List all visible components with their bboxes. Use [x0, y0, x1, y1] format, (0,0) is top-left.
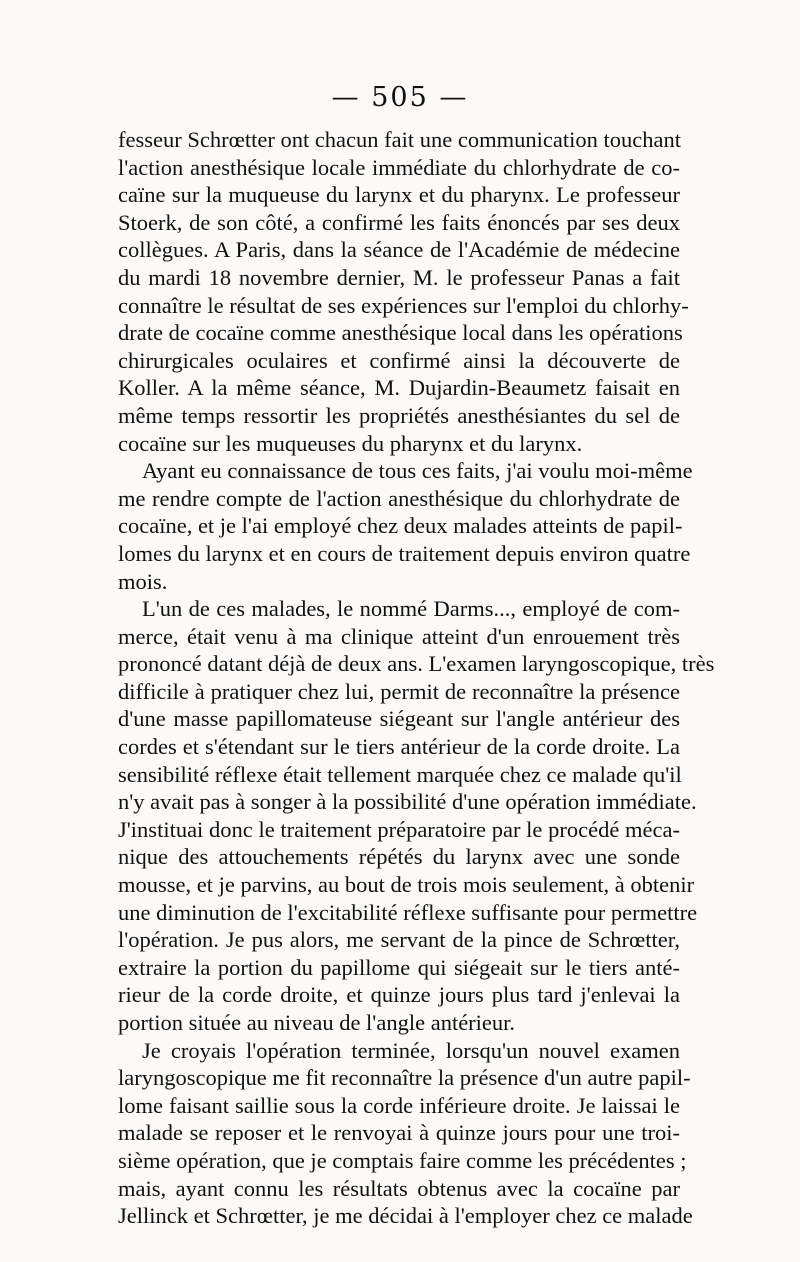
text-line: fesseur Schrœtter ont chacun fait une communication touchant [118, 127, 681, 152]
text-line: chirurgicales oculaires et confirmé ainsi la découverte de [118, 347, 680, 373]
text-line: Koller. A la même séance, M. Dujardin-Beaumetz faisait en [118, 375, 680, 401]
text-line: laryngoscopique me fit reconnaître la présence d'un autre papil- [118, 1065, 691, 1091]
text-line: même temps ressortir les propriétés anesthésiantes du sel de [118, 402, 680, 428]
text-line: lome faisant saillie sous la corde inférieure droite. Je laissai le [118, 1092, 680, 1118]
text-line: L'un de ces malades, le nommé Darms..., employé de com- [142, 596, 680, 622]
text-line: mois. [118, 568, 168, 594]
text-line: cocaïne sur les muqueuses du pharynx et du larynx. [118, 430, 583, 456]
text-line: nique des attouchements répétés du larynx avec une sonde [118, 844, 680, 870]
text-line: connaître le résultat de ses expériences sur l'emploi du chlorhy- [118, 292, 689, 318]
text-line: caïne sur la muqueuse du larynx et du pharynx. Le professeur [118, 182, 680, 208]
text-line: J'instituai donc le traitement préparatoire par le procédé méca- [118, 816, 680, 842]
text-line: d'une masse papillomateuse siégeant sur l'angle antérieur des [118, 706, 680, 732]
text-line: cocaïne, et je l'ai employé chez deux malades atteints de papil- [118, 513, 683, 539]
text-line: extraire la portion du papillome qui siégeait sur le tiers anté- [118, 954, 680, 980]
text-line: Ayant eu connaissance de tous ces faits, j'ai voulu moi-même [142, 458, 693, 484]
text-line: prononcé datant déjà de deux ans. L'examen laryngoscopique, très [118, 651, 715, 677]
text-line: l'opération. Je pus alors, me servant de la pince de Schrœtter, [118, 927, 680, 953]
text-line: cordes et s'étendant sur le tiers antérieur de la corde droite. La [118, 734, 680, 760]
text-line: Je croyais l'opération terminée, lorsqu'un nouvel examen [142, 1037, 680, 1063]
text-line: sième opération, que je comptais faire comme les précédentes ; [118, 1147, 687, 1173]
text-line: collègues. A Paris, dans la séance de l'Académie de médecine [118, 237, 680, 263]
text-line: malade se reposer et le renvoyai à quinze jours pour une troi- [118, 1120, 680, 1146]
page-number: — 505 — [331, 82, 469, 113]
text-line: l'action anesthésique locale immédiate du chlorhydrate de co- [118, 154, 680, 180]
text-line: portion située au niveau de l'angle antérieur. [118, 1010, 516, 1035]
text-line: drate de cocaïne comme anesthésique local dans les opérations [118, 320, 683, 346]
text-line: rieur de la corde droite, et quinze jours plus tard j'enlevai la [118, 982, 680, 1008]
text-line: mais, ayant connu les résultats obtenus avec la cocaïne par [118, 1175, 680, 1201]
text-line: difficile à pratiquer chez lui, permit de reconnaître la présence [118, 678, 680, 704]
text-line: du mardi 18 novembre dernier, M. le professeur Panas a fait [118, 264, 680, 290]
text-line: Stoerk, de son côté, a confirmé les faits énoncés par ses deux [118, 209, 680, 235]
text-line: mousse, et je parvins, au bout de trois mois seulement, à obtenir [118, 872, 695, 898]
text-line: lomes du larynx et en cours de traitement depuis environ quatre [118, 540, 691, 566]
text-line: Jellinck et Schrœtter, je me décidai à l'employer chez ce malade [118, 1203, 693, 1229]
text-line: n'y avait pas à songer à la possibilité d'une opération immédiate. [118, 789, 697, 815]
body-text [118, 126, 715, 1230]
text-line: merce, était venu à ma clinique atteint d'un enrouement très [118, 623, 680, 649]
text-line: sensibilité réflexe était tellement marquée chez ce malade qu'il [118, 761, 682, 787]
text-line: me rendre compte de l'action anesthésique du chlorhydrate de [118, 485, 680, 511]
text-line: une diminution de l'excitabilité réflexe suffisante pour permettre [118, 899, 698, 925]
